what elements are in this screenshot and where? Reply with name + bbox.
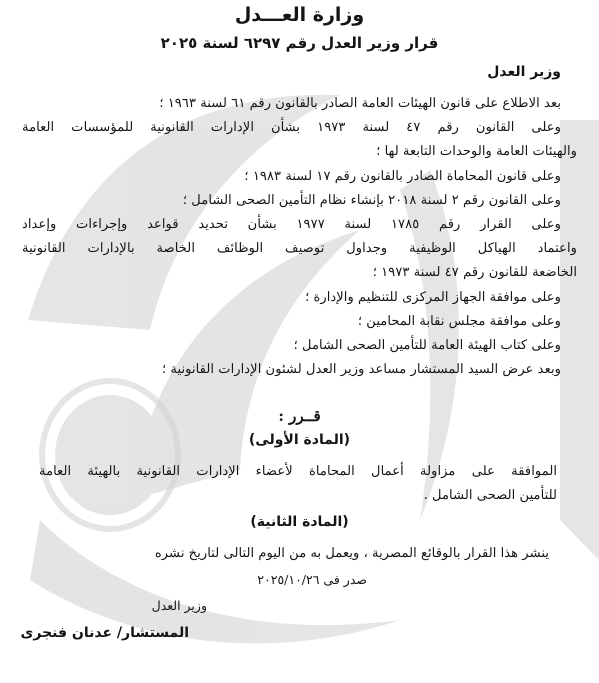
- issued-date: صدر فى ٢٠٢٥/١٠/٢٦: [257, 572, 367, 587]
- article-1-line: الموافقة على مزاولة أعمال المحاماة لأعضاء الإدارات القانونية بالهيئة العامة: [39, 464, 557, 479]
- preamble-line: والهيئات العامة والوحدات التابعة لها ؛: [376, 144, 577, 160]
- preamble-line: واعتماد الهياكل الوظيفية وجداول توصيف الوظائف الخاصة بالإدارات القانونية: [22, 241, 577, 257]
- preamble-line: وعلى القرار رقم ١٧٨٥ لسنة ١٩٧٧ بشأن تحديد قواعد وإجراءات وإعداد: [22, 216, 561, 232]
- article-1-line: للتأمين الصحى الشامل .: [423, 488, 557, 503]
- article-1-text: [39, 460, 557, 508]
- preamble-line: بعد الاطلاع على قانون الهيئات العامة الصادر بالقانون رقم ٦١ لسنة ١٩٦٣ ؛: [159, 96, 561, 111]
- preamble-line: وعلى موافقة مجلس نقابة المحامين ؛: [357, 313, 561, 329]
- preamble-line: وبعد عرض السيد المستشار مساعد وزير العدل لشئون الإدارات القانونية ؛: [162, 362, 561, 378]
- preamble-line: الخاضعة للقانون رقم ٤٧ لسنة ١٩٧٣ ؛: [372, 265, 577, 281]
- preamble-line: وعلى كتاب الهيئة العامة للتأمين الصحى الشامل ؛: [293, 337, 561, 353]
- article-1-heading: (المادة الأولى): [248, 432, 351, 448]
- preamble-line: وعلى القانون رقم ٢ لسنة ٢٠١٨ بإنشاء نظام التأمين الصحى الشامل ؛: [182, 192, 561, 208]
- preamble-line: وعلى قانون المحاماة الصادر بالقانون رقم ١٧ لسنة ١٩٨٣ ؛: [244, 168, 561, 184]
- article-2-heading: (المادة الثانية): [250, 514, 349, 530]
- preamble-list: [22, 92, 577, 382]
- decided-heading: قــرر :: [278, 407, 321, 425]
- ministry-heading: وزارة العـــدل: [234, 4, 365, 26]
- signature-title: وزير العدل: [151, 598, 207, 613]
- article-2-text: ينشر هذا القرار بالوقائع المصرية ، ويعمل به من اليوم التالى لتاريخ نشره: [154, 546, 549, 561]
- preamble-line: وعلى موافقة الجهاز المركزى للتنظيم والإدارة ؛: [305, 289, 561, 305]
- decree-title: قرار وزير العدل رقم ٦٢٩٧ لسنة ٢٠٢٥: [160, 34, 439, 52]
- authority-heading: وزير العدل: [487, 64, 561, 80]
- preamble-line: وعلى القانون رقم ٤٧ لسنة ١٩٧٣ بشأن الإدارات القانونية للمؤسسات العامة: [22, 120, 562, 136]
- signature-name: المستشار/ عدنان فنجرى: [20, 625, 189, 641]
